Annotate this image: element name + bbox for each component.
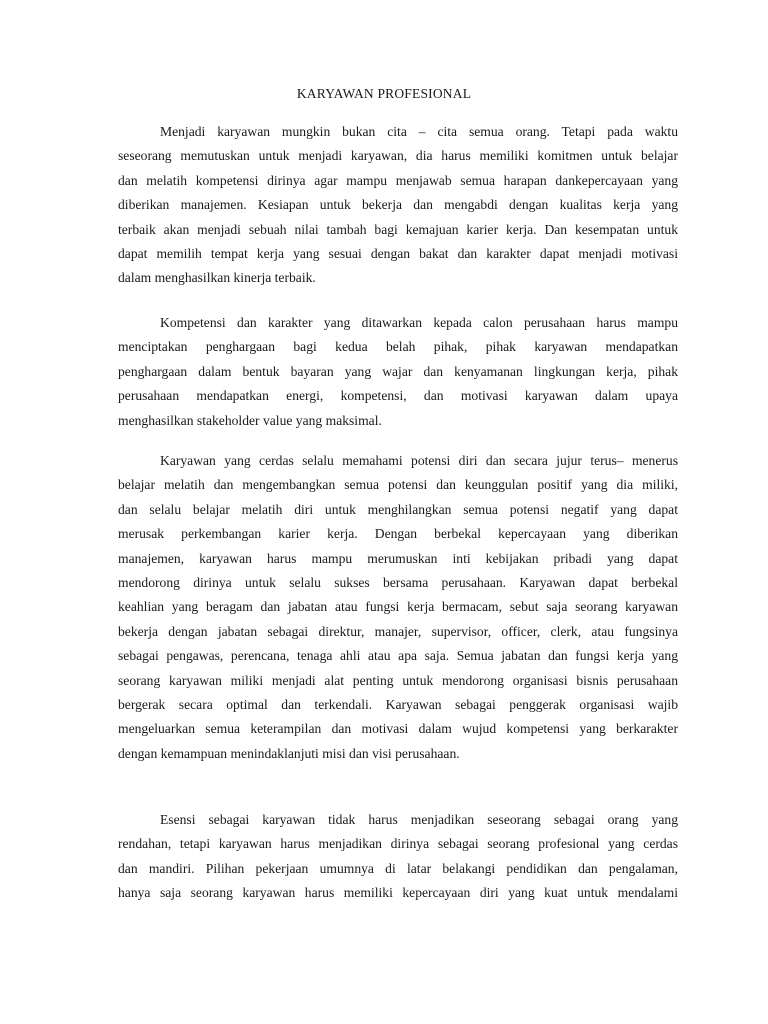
paragraph-3 [118, 449, 678, 766]
text-line: Karyawan yang cerdas selalu memahami potensi diri dan secara jujur terus– menerus [160, 453, 678, 468]
text-line: Menjadi karyawan mungkin bukan cita – cita semua orang. Tetapi pada waktu [160, 124, 678, 139]
text-line: Esensi sebagai karyawan tidak harus menjadikan seseorang sebagai orang yang [160, 812, 678, 827]
text-line: keahlian yang beragam dan jabatan atau fungsi kerja bermacam, sebut saja seorang karyawan [118, 599, 678, 615]
text-line: bekerja dengan jabatan sebagai direktur, manajer, supervisor, officer, clerk, atau fungsinya [118, 623, 678, 639]
text-line: belajar melatih dan mengembangkan semua potensi dan keunggulan positif yang dia miliki, [118, 477, 678, 493]
text-line: diberikan manajemen. Kesiapan untuk bekerja dan mengabdi dengan kualitas kerja yang [118, 197, 678, 213]
text-line: rendahan, tetapi karyawan harus menjadikan dirinya sebagai seorang profesional yang cerdas [118, 836, 678, 852]
text-line: manajemen, karyawan harus mampu merumuskan inti kebijakan pribadi yang dapat [118, 550, 678, 566]
text-line: dengan kemampuan menindaklanjuti misi dan visi perusahaan. [118, 745, 460, 761]
text-line: seseorang memutuskan untuk menjadi karyawan, dia harus memiliki komitmen untuk belajar [118, 148, 678, 164]
paragraph-1 [118, 120, 678, 291]
text-line: seorang karyawan miliki menjadi alat penting untuk mendorong organisasi bisnis perusahaan [118, 672, 678, 688]
text-line: mengeluarkan semua keterampilan dan motivasi dalam wujud kompetensi yang berkarakter [118, 721, 678, 737]
text-line: perusahaan mendapatkan energi, kompetensi, dan motivasi karyawan dalam upaya [118, 388, 678, 404]
text-line: menciptakan penghargaan bagi kedua belah pihak, pihak karyawan mendapatkan [118, 339, 678, 355]
text-line: mendorong dirinya untuk selalu sukses bersama perusahaan. Karyawan dapat berbekal [118, 574, 678, 590]
paragraph-2 [118, 311, 678, 433]
document-title: KARYAWAN PROFESIONAL [296, 86, 472, 101]
text-line: hanya saja seorang karyawan harus memiliki kepercayaan diri yang kuat untuk mendalami [118, 885, 678, 901]
text-line: terbaik akan menjadi sebuah nilai tambah bagi kemajuan karier kerja. Dan kesempatan untuk [118, 221, 678, 237]
text-line: sebagai pengawas, perencana, tenaga ahli atau apa saja. Semua jabatan dan fungsi kerja yang [118, 648, 678, 664]
text-line: dalam menghasilkan kinerja terbaik. [118, 270, 316, 286]
text-line: Kompetensi dan karakter yang ditawarkan kepada calon perusahaan harus mampu [160, 315, 678, 330]
paragraph-4 [118, 808, 678, 906]
text-line: dan mandiri. Pilihan pekerjaan umumnya di latar belakangi pendidikan dan pengalaman, [118, 860, 678, 876]
text-line: penghargaan dalam bentuk bayaran yang wajar dan kenyamanan lingkungan kerja, pihak [118, 363, 678, 379]
text-line: dapat memilih tempat kerja yang sesuai dengan bakat dan karakter dapat menjadi motivasi [118, 245, 678, 261]
text-line: bergerak secara optimal dan terkendali. Karyawan sebagai penggerak organisasi wajib [118, 696, 678, 712]
text-line: merusak perkembangan karier kerja. Dengan berbekal kepercayaan yang diberikan [118, 526, 678, 542]
text-line: dan selalu belajar melatih diri untuk menghilangkan semua potensi negatif yang dapat [118, 501, 678, 517]
text-line: menghasilkan stakeholder value yang maksimal. [118, 412, 382, 428]
text-line: dan melatih kompetensi dirinya agar mampu menjawab semua harapan dankepercayaan yang [118, 172, 678, 188]
